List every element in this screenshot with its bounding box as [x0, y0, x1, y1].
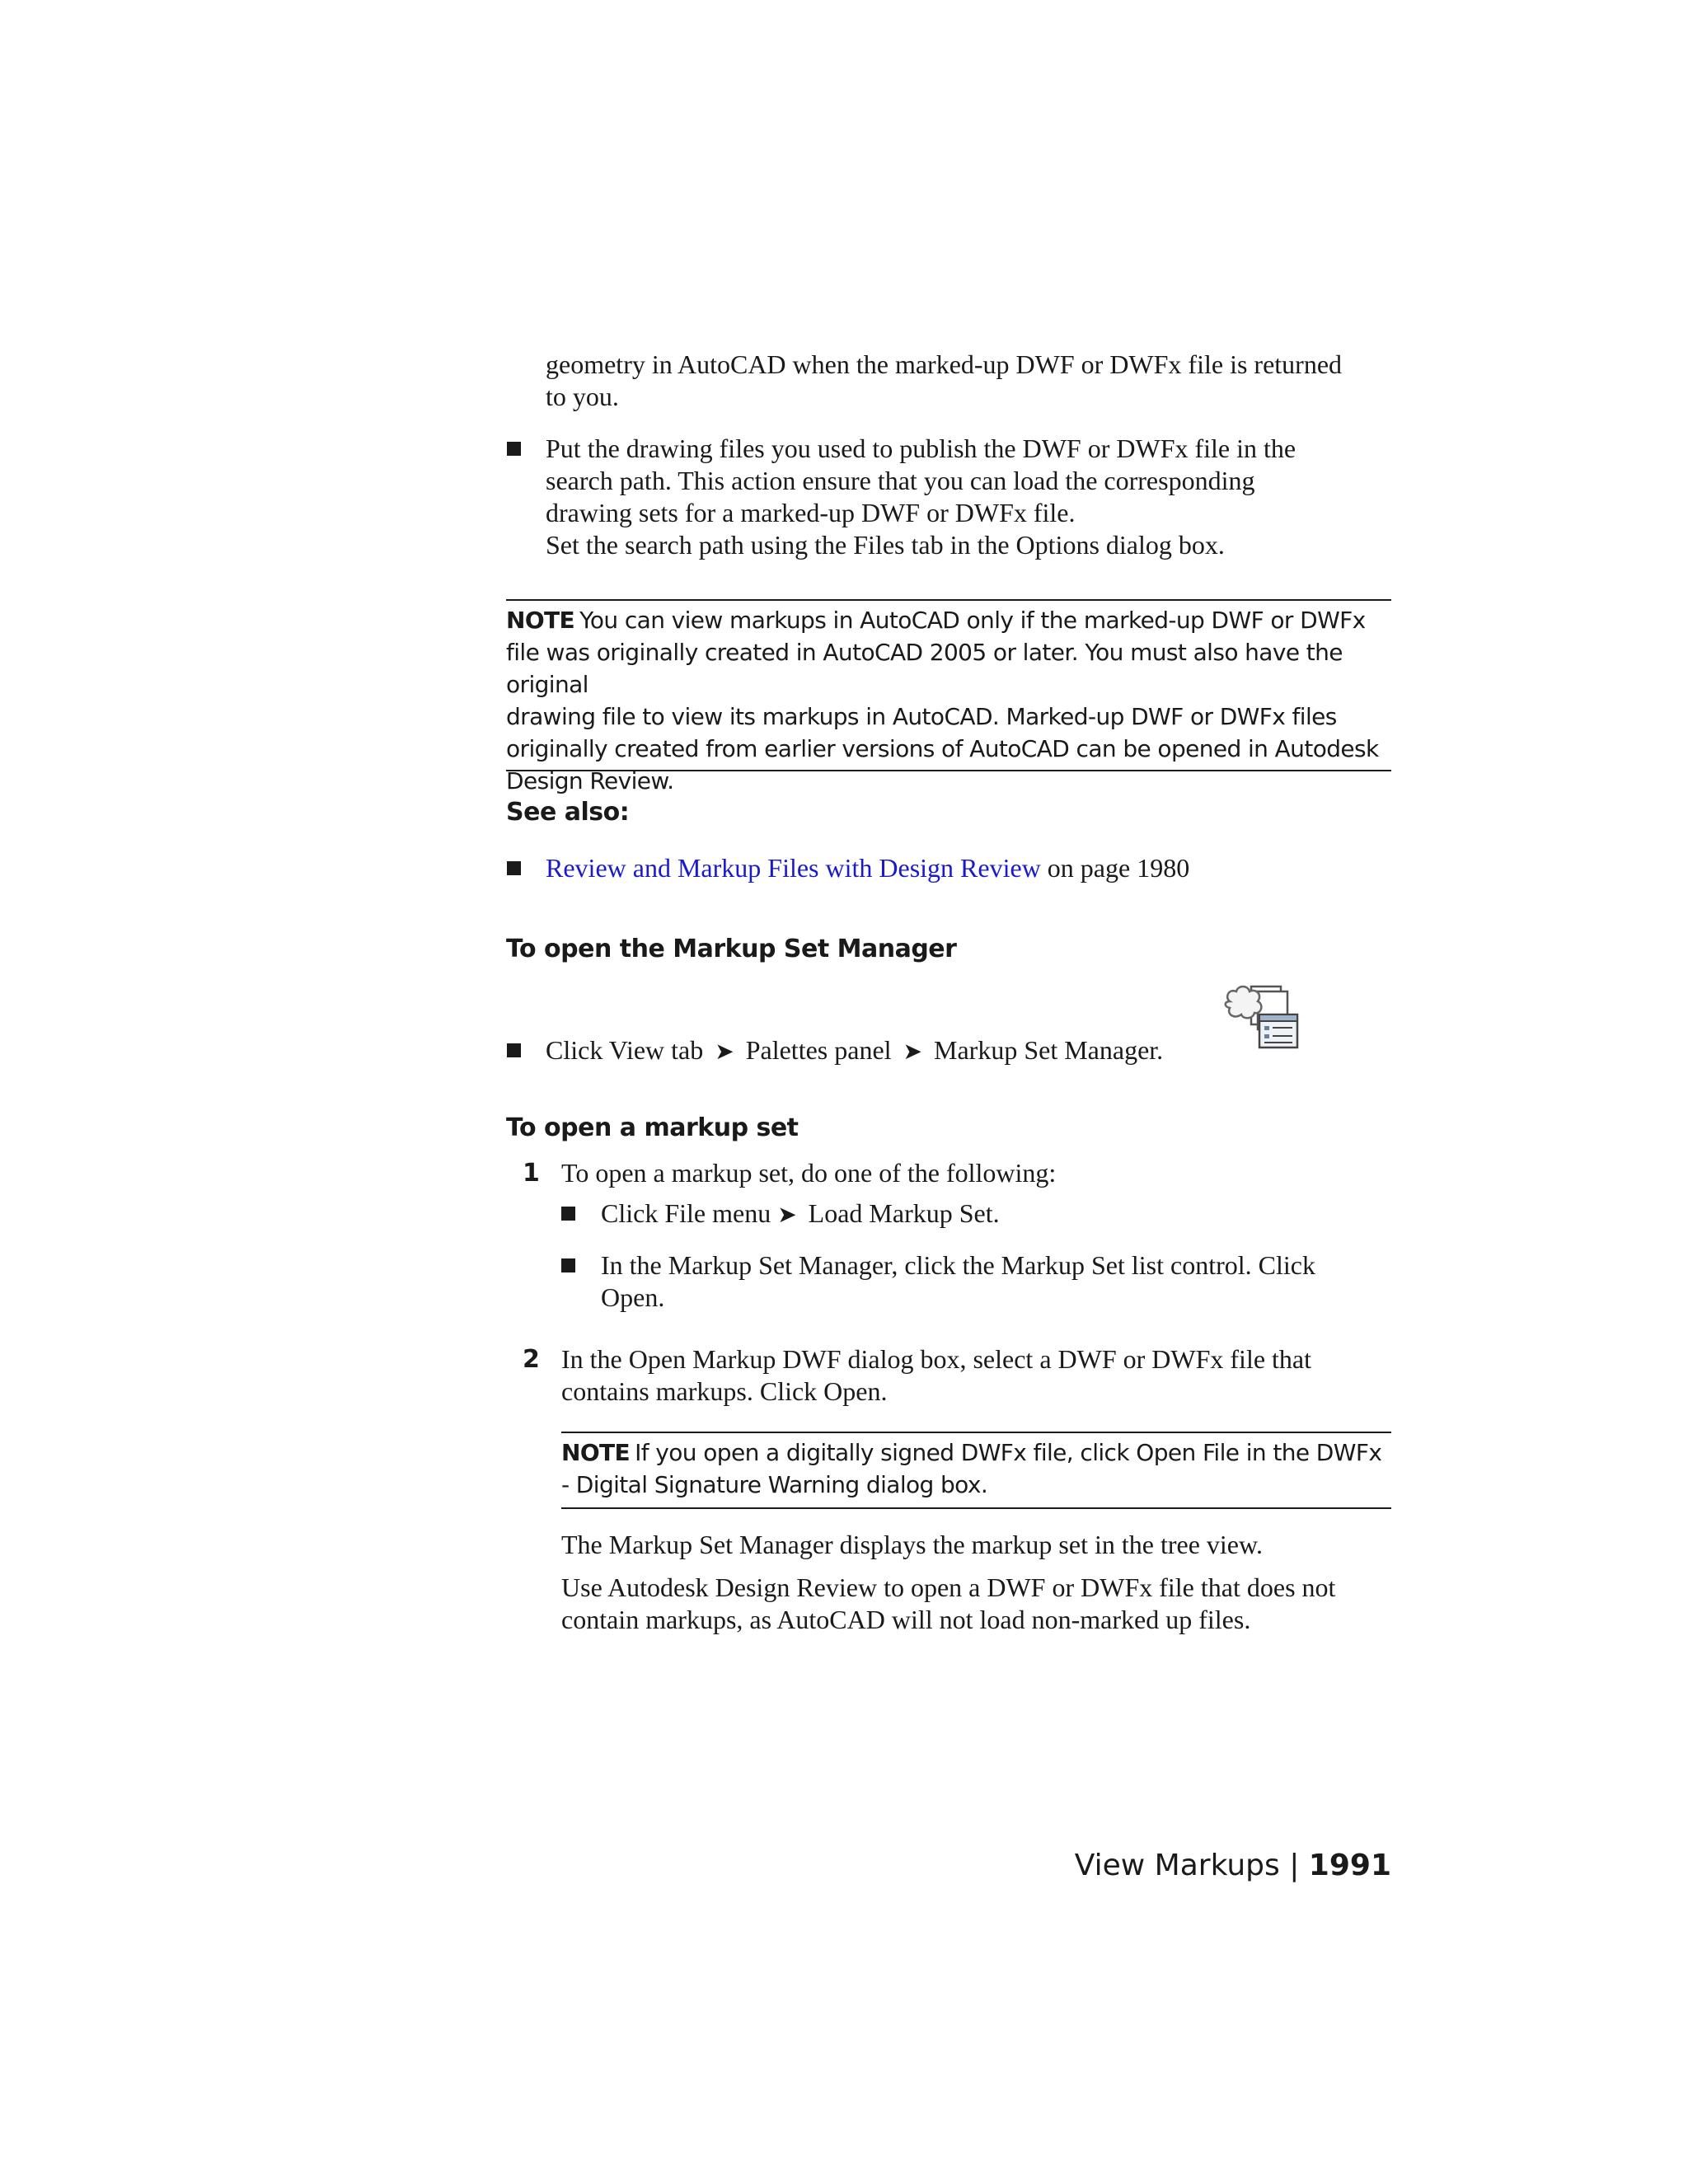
step-part: Markup Set Manager. [934, 1035, 1164, 1065]
text-line: geometry in AutoCAD when the marked-up DWF or DWFx file is returned [546, 349, 1343, 379]
sub-step [601, 1197, 1392, 1231]
note-text: drawing file to view its markups in AutoCAD. Marked-up DWF or DWFx files [506, 703, 1337, 730]
page-footer [1075, 1848, 1391, 1884]
text-line: Set the search path using the Files tab in the Options dialog box. [546, 530, 1225, 560]
note-text: - Digital Signature Warning dialog box. [561, 1471, 988, 1498]
open-manager-step [546, 1034, 1287, 1068]
note-box [506, 604, 1396, 797]
text-line: Open. [601, 1282, 665, 1312]
step-part: Palettes panel [745, 1035, 892, 1065]
note-text: If you open a digitally signed DWFx file, click Open File in the DWFx [635, 1439, 1382, 1466]
footer-separator: | [1289, 1849, 1300, 1882]
bullet-icon [561, 1258, 575, 1272]
text-line: In the Open Markup DWF dialog box, select a DWF or DWFx file that [561, 1344, 1312, 1374]
page-number: 1991 [1308, 1849, 1391, 1882]
step-part: Load Markup Set. [808, 1198, 1000, 1228]
text-line: To open a markup set, do one of the following: [561, 1158, 1057, 1188]
markup-set-manager-icon [1223, 983, 1302, 1057]
result-paragraph [561, 1529, 1394, 1561]
text-line: Put the drawing files you used to publish the DWF or DWFx file in the [546, 434, 1296, 463]
text-line: The Markup Set Manager displays the markup set in the tree view. [561, 1530, 1264, 1559]
text-line: drawing sets for a marked-up DWF or DWFx file. [546, 498, 1076, 527]
text-line: search path. This action ensure that you can load the corresponding [546, 466, 1255, 495]
step-text [561, 1343, 1394, 1408]
section-heading: To open the Markup Set Manager [506, 935, 957, 963]
tip-paragraph [561, 1572, 1394, 1636]
bullet-icon [561, 1207, 575, 1221]
see-also-heading: See also: [506, 798, 630, 827]
see-also-item [546, 852, 1395, 884]
note-bottom-rule [561, 1507, 1391, 1509]
note-top-rule [506, 599, 1391, 601]
section-heading: To open a markup set [506, 1113, 799, 1142]
text-line: to you. [546, 382, 619, 411]
step-number: 1 [523, 1159, 540, 1188]
search-path-bullet [546, 433, 1395, 561]
note-label: NOTE [506, 607, 575, 634]
note-text: Design Review. [506, 767, 674, 794]
note-text: You can view markups in AutoCAD only if the marked-up DWF or DWFx [579, 607, 1366, 634]
text-line: contains markups. Click Open. [561, 1376, 888, 1406]
step-text [561, 1157, 1394, 1189]
text-line: contain markups, as AutoCAD will not load non-marked up files. [561, 1605, 1251, 1634]
sub-step [601, 1249, 1392, 1314]
text-line: Use Autodesk Design Review to open a DWF or DWFx file that does not [561, 1572, 1336, 1602]
note-text: file was originally created in AutoCAD 2005 or later. You must also have the original [506, 639, 1343, 698]
note-label: NOTE [561, 1439, 631, 1466]
bullet-icon [507, 442, 521, 456]
intro-continued [546, 349, 1395, 413]
step-part: Click File menu [601, 1198, 771, 1228]
text-line: In the Markup Set Manager, click the Markup Set list control. Click [601, 1250, 1315, 1280]
bullet-icon [507, 861, 521, 875]
page-reference: on page 1980 [1047, 853, 1190, 883]
step-part: Click View tab [546, 1035, 704, 1065]
arrow-icon: ➤ [777, 1202, 797, 1228]
note-bottom-rule [506, 770, 1391, 771]
arrow-icon: ➤ [903, 1039, 922, 1065]
arrow-icon: ➤ [715, 1039, 734, 1065]
step-number: 2 [523, 1345, 540, 1374]
see-also-link[interactable]: Review and Markup Files with Design Review [546, 853, 1041, 883]
note-box [561, 1436, 1395, 1501]
bullet-icon [507, 1043, 521, 1057]
footer-title: View Markups [1074, 1849, 1280, 1882]
note-text: originally created from earlier versions of AutoCAD can be opened in Autodesk [506, 735, 1379, 762]
note-top-rule [561, 1432, 1391, 1433]
